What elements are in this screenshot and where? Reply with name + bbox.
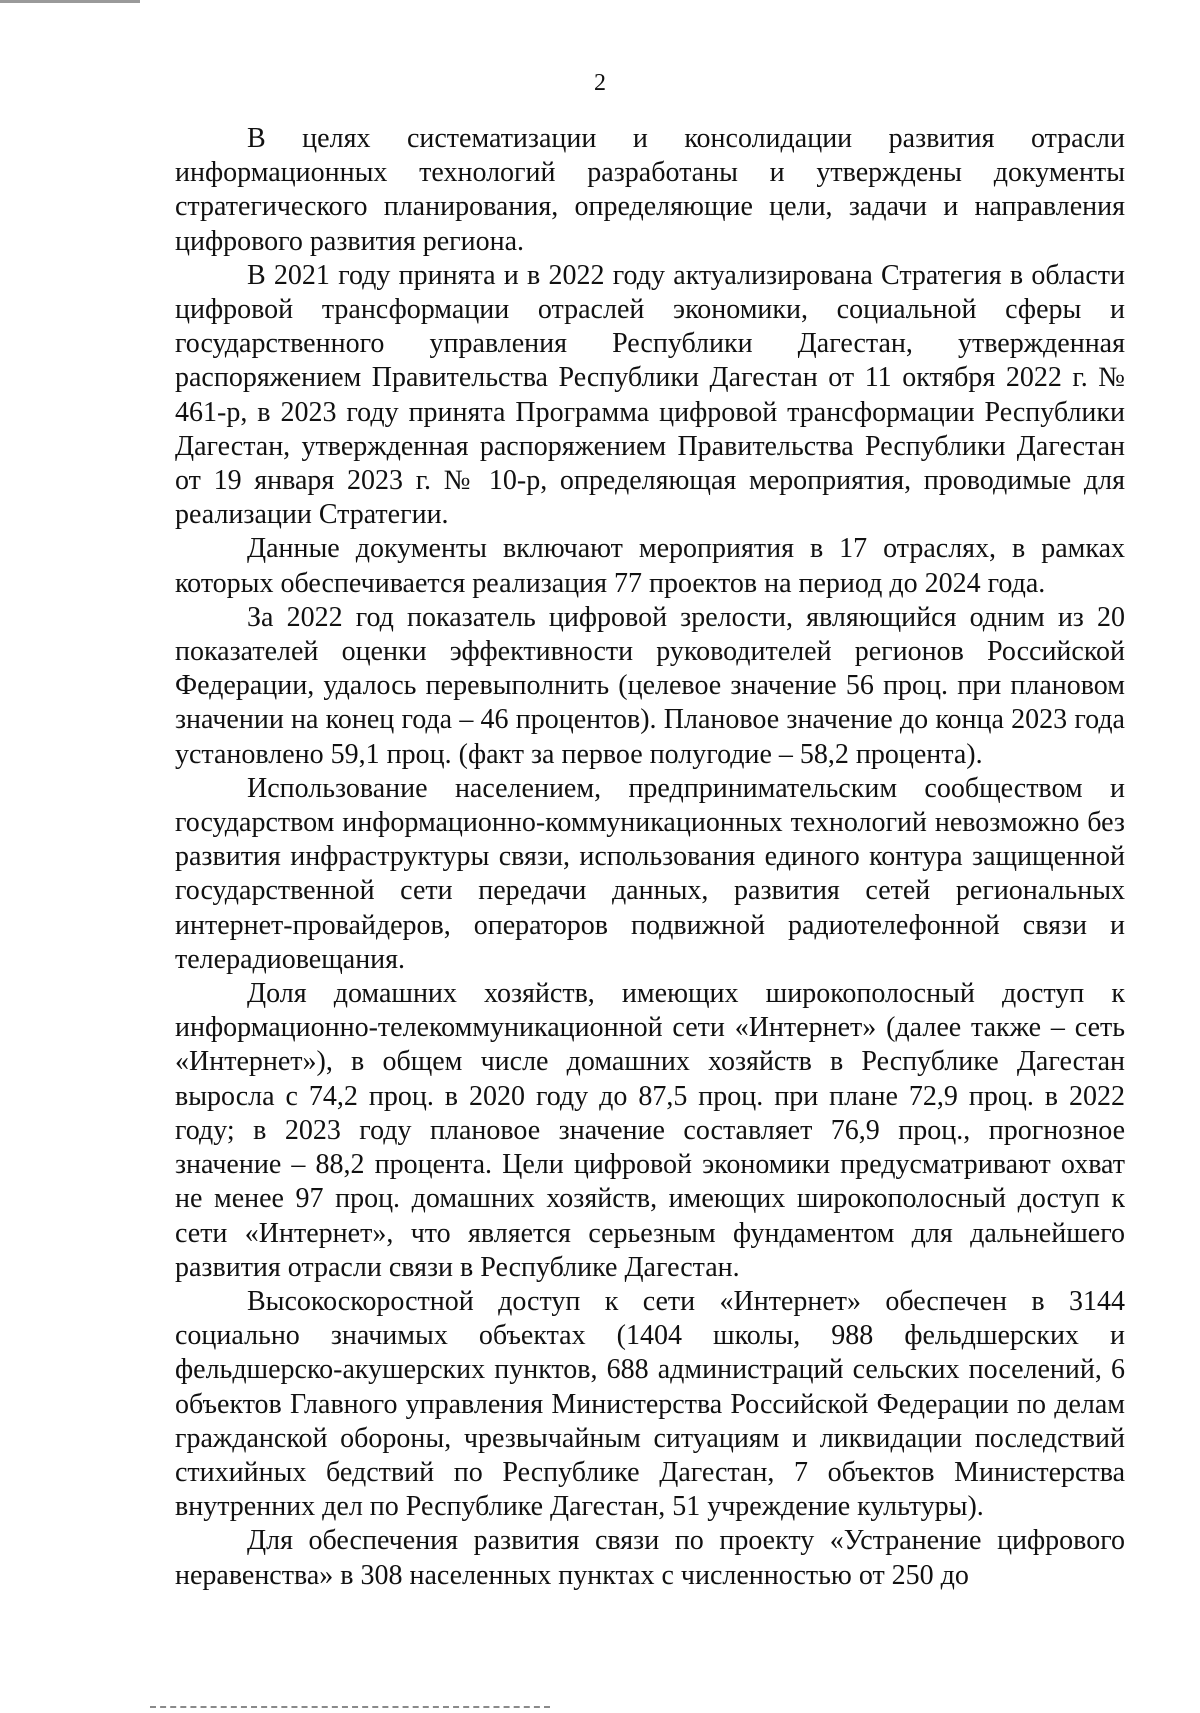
paragraph-digital-maturity: За 2022 год показатель цифровой зрелости, являющийся одним из 20 показателей оценки эффективности руководителей регионов Российской Федерации, удалось перевыполнить (целевое значение 56 проц. при плановом значении на конец года – 46 процентов). Плановое значение до конца 2023 года установлено 59,1 проц. (факт за первое полугодие – 58,2 процента). xyxy=(175,601,1125,770)
paragraph-strategic-planning: В целях систематизации и консолидации развития отрасли информационных технологий разработаны и утверждены документы стратегического планирования, определяющие цели, задачи и направления цифрового развития региона. xyxy=(175,123,1125,257)
paragraph-digital-strategy: В 2021 году принята и в 2022 году актуализирована Стратегия в области цифровой трансформации отраслей экономики, социальной сферы и государственного управления Республики Дагестан, утвержденная распоряжением Правительства Республики Дагестан от 11 октября 2022 г. № 461-р, в 2023 году принята Программа цифровой трансформации Республики Дагестан, утвержденная распоряжением Правительства Республики Дагестан от 19 января 2023 г. № 10-р, определяющая мероприятия, проводимые для реализации Стратегии. xyxy=(175,259,1125,531)
paragraph-sectors-projects: Данные документы включают мероприятия в 17 отраслях, в рамках которых обеспечивается реализация 77 проектов на период до 2024 года. xyxy=(175,533,1125,599)
paragraph-digital-divide: Для обеспечения развития связи по проекту «Устранение цифрового неравенства» в 308 населенных пунктах с численностью от 250 до xyxy=(175,1525,1125,1591)
paragraph-ict-infrastructure: Использование населением, предпринимательским сообществом и государством информационно-коммуникационных технологий невозможно без развития инфраструктуры связи, использования единого контура защищенной государственной сети передачи данных, развития сетей региональных интернет-провайдеров, операторов подвижной радиотелефонной связи и телерадиовещания. xyxy=(175,772,1125,975)
paragraph-high-speed-access: Высокоскоростной доступ к сети «Интернет» обеспечен в 3144 социально значимых объектах (1404 школы, 988 фельдшерских и фельдшерско-акушерских пунктов, 688 администраций сельских поселений, 6 объектов Главного управления Министерства Российской Федерации по делам гражданской обороны, чрезвычайным ситуациям и ликвидации последствий стихийных бедствий по Республике Дагестан, 7 объектов Министерства внутренних дел по Республике Дагестан, 51 учреждение культуры). xyxy=(175,1285,1125,1523)
scan-edge-top xyxy=(0,0,140,3)
scan-edge-bottom xyxy=(150,1706,550,1710)
page-number: 2 xyxy=(594,70,606,96)
paragraph-broadband-households: Доля домашних хозяйств, имеющих широкополосный доступ к информационно-телекоммуникационной сети «Интернет» (далее также – сеть «Интернет»), в общем числе домашних хозяйств в Республике Дагестан выросла с 74,2 проц. в 2020 году до 87,5 проц. при плане 72,9 проц. в 2022 году; в 2023 году плановое значение составляет 76,9 проц., прогнозное значение – 88,2 процента. Цели цифровой экономики предусматривают охват не менее 97 проц. домашних хозяйств, имеющих широкополосный доступ к сети «Интернет», что является серьезным фундаментом для дальнейшего развития отрасли связи в Республике Дагестан. xyxy=(175,978,1125,1283)
document-body xyxy=(175,122,1125,1593)
